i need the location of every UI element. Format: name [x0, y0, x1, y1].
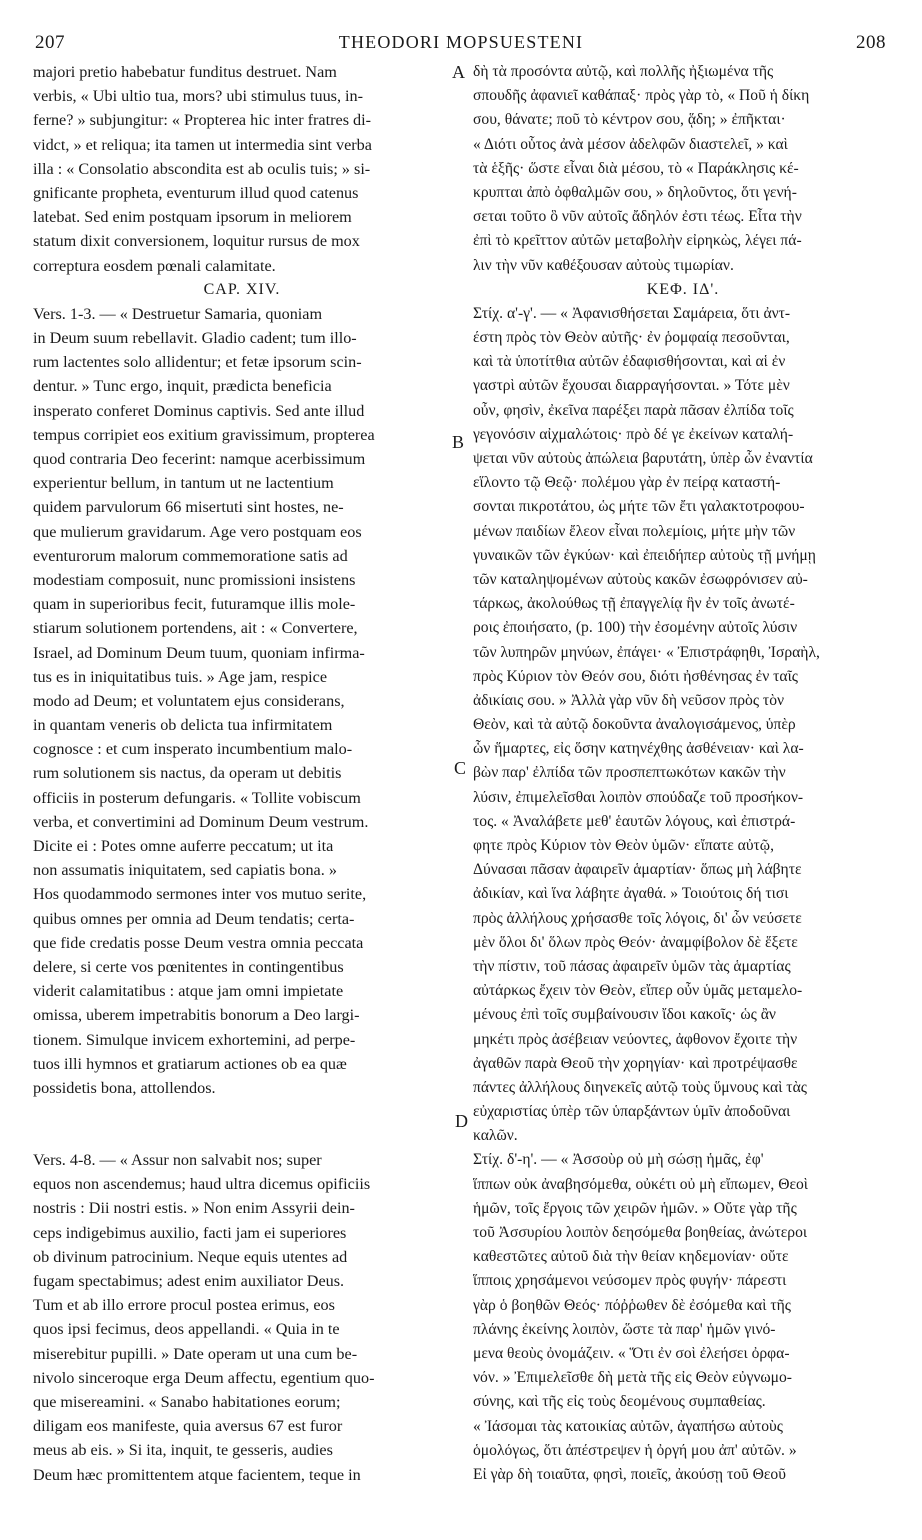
greek-text-line: Εἰ γὰρ δὴ τοιαῦτα, φησὶ, ποιεῖς, ἀκούσῃ τοῦ Θεοῦ: [473, 1465, 786, 1483]
latin-column: [33, 60, 451, 1487]
latin-text-line: equos non ascendemus; haud ultra dicemus opificiis: [33, 1175, 371, 1194]
latin-text-line: cognosce : et cum insperato incumbentium malo-: [33, 740, 353, 759]
latin-text-line: diligam eos manifeste, quia aversus 67 est furor: [33, 1417, 343, 1436]
greek-text-line: κρυπται ἀπὸ ὀφθαλμῶν σου, » δηλοῦντος, ὅτι γενή-: [473, 183, 797, 201]
latin-text-line: possidetis bona, attollendos.: [33, 1078, 216, 1097]
latin-text-line: ceps indigebimus auxilio, facti jam ei superiores: [33, 1223, 347, 1242]
latin-text-line: quod contraria Deo fecerint: namque acerbissimum: [33, 450, 366, 468]
latin-text-line: que misereamini. « Sanabo habitationes eorum;: [33, 1392, 341, 1411]
greek-stich-1-3-paragraph: [473, 302, 893, 1149]
greek-text-line: νόν. » Ἐπιμελεῖσθε δὴ μετὰ τῆς εἰς Θεὸν εὐγνωμο-: [473, 1369, 792, 1387]
greek-text-line: σπουδῆς ἀφανιεῖ καθάπαξ· πρὸς γὰρ τὸ, « Ποῦ ἡ δίκη: [473, 87, 810, 105]
greek-text-line: τῶν λυπηρῶν μηνύων, ἐπάγει· « Ἐπιστράφηθι, Ἰσραὴλ,: [473, 643, 820, 661]
greek-text-line: τὰ ἑξῆς· ὥστε εἶναι διὰ μέσου, τὸ « Παράκλησις κέ-: [473, 159, 799, 177]
greek-text-line: οὖν, φησὶν, ἐκεῖνα παρέξει παρὰ πᾶσαν ἐλπίδα τοῖς: [473, 401, 794, 419]
greek-text-line: τος. « Ἀναλάβετε μεθ' ἑαυτῶν λόγους, καὶ ἐπιστρά-: [473, 812, 796, 830]
greek-text-line: μενα θεοὺς ὀνομάζειν. « Ὅτι ἐν σοὶ ἐλεήσει ὀρφα-: [473, 1344, 790, 1362]
latin-chapter-heading: CAP. XIV.: [203, 280, 281, 298]
latin-text-line: modo ad Deum; et voluntatem ejus considerans,: [33, 691, 345, 710]
latin-text-line: quos ipsi fecimus, deos appellandi. « Quia in te: [33, 1320, 340, 1339]
latin-text-line: Vers. 4-8. — « Assur non salvabit nos; super: [33, 1151, 322, 1170]
latin-text-line: verba, et convertimini ad Dominum Deum vestrum.: [33, 812, 369, 831]
latin-text-line: latebat. Sed enim postquam ipsorum in meliorem: [33, 208, 352, 227]
greek-text-line: λύσιν, ἐπιμελεῖσθαι λοιπὸν σπούδαζε τοῦ προσήκον-: [473, 788, 804, 806]
latin-text-line: majori pretio habebatur funditus destruet. Nam: [33, 63, 337, 81]
greek-text-line: αὐτάρκως ἔχειν τὸν Θεὸν, εἴπερ οὖν ὑμᾶς μεταμελο-: [473, 982, 803, 1000]
greek-text-line: πρὸς ἀλλήλους χρήσασθε τοῖς λόγοις, δι' ὧν νεύσετε: [473, 909, 802, 927]
greek-text-line: ὁμολόγως, ὅτι ἀπέστρεψεν ἡ ὀργή μου ἀπ' αὐτῶν. »: [473, 1441, 797, 1459]
latin-text-line: delere, si certe vos pœnitentes in contingentibus: [33, 957, 344, 976]
latin-text-line: dentur. » Tunc ergo, inquit, prædicta beneficia: [33, 377, 332, 396]
latin-text-line: statum dixit conversionem, loquitur rursus de mox: [33, 232, 360, 251]
greek-text-line: καθεστῶτες αὐτοῦ διὰ τὴν θείαν κηδεμονίαν· οὔτε: [473, 1248, 789, 1266]
latin-text-line: Deum hæc promittentem atque facientem, teque in: [33, 1465, 361, 1484]
right-page-number: 208: [856, 32, 886, 53]
greek-text-line: Δύνασαι πᾶσαν ἀφαιρεῖν ἁμαρτίαν· ὅπως μὴ λάβητε: [473, 861, 802, 879]
greek-text-line: τάρκως, ἀκολούθως τῇ ἐπαγγελίᾳ ἣν ἐν τοῖς ἀνωτέ-: [473, 595, 795, 613]
margin-letter-d: D: [455, 1111, 468, 1131]
section-gap: [33, 1100, 451, 1148]
latin-text-line: gnificante propheta, eventurum illud quod catenus: [33, 183, 359, 202]
greek-text-line: σύνης, καὶ τῆς εἰς τοὺς δεομένους συμπαθείας.: [473, 1393, 766, 1411]
latin-text-line: in Deum suum rebellavit. Gladio cadent; tum illo-: [33, 329, 357, 348]
latin-text-line: quam in superioribus fecit, futuramque illis mole-: [33, 595, 356, 614]
latin-text-line: ob divinum patrocinium. Neque equis utentes ad: [33, 1247, 348, 1266]
latin-text-line: modestiam composuit, nunc promissioni insistens: [33, 570, 356, 589]
greek-text-line: γυναικῶν τῶν ἐγκύων· καὶ ἐπειδήπερ αὐτοὺς τῇ μνήμῃ: [473, 546, 816, 564]
greek-text-line: τοῦ Ἀσσυρίου λοιπὸν δεησόμεθα βοηθείας, ἀνώτεροι: [473, 1224, 808, 1241]
latin-text-line: correptura eosdem pœnali calamitate.: [33, 256, 276, 275]
latin-verse-1-3-paragraph: [33, 302, 451, 1100]
latin-text-line: stiarum solutionem portendens, ait : « Convertere,: [33, 619, 358, 638]
greek-text-line: « Διότι οὗτος ἀνὰ μέσον ἀδελφῶν διαστελεῖ, » καὶ: [473, 135, 788, 153]
latin-text-line: experientur bellum, in tantum ut ne lactentium: [33, 474, 334, 493]
greek-text-line: ἀδικίαις σου. » Ἀλλὰ γὰρ νῦν δὴ νεῦσον πρὸς τὸν: [473, 691, 785, 709]
latin-text-line: tempus corripiet eos exitium gravissimum, propterea: [33, 425, 375, 444]
greek-text-line: « Ἰάσομαι τὰς κατοικίας αὐτῶν, ἀγαπήσω αὐτοὺς: [473, 1417, 783, 1435]
running-title: THEODORI MOPSUESTENI: [338, 32, 584, 52]
greek-stich-4-8-paragraph: [473, 1148, 893, 1487]
latin-text-line: fugam spectabimus; adest enim auxiliator Deus.: [33, 1272, 345, 1290]
greek-text-line: ἡμῶν, τοῖς ἔργοις τῶν χειρῶν ἡμῶν. » Οὔτε γὰρ τῆς: [473, 1199, 797, 1217]
latin-text-line: quibus omnes per omnia ad Deum tendatis; certa-: [33, 909, 355, 928]
greek-text-line: έστη πρὸς τὸν Θεὸν αὐτῆς· ἐν ῥομφαίᾳ πεσοῦνται,: [473, 329, 790, 347]
latin-text-line: eventurorum malorum commemoratione satis ad: [33, 546, 348, 565]
latin-intro-paragraph: [33, 60, 451, 278]
greek-text-line: πλάνης ἐκείνης λοιπὸν, ὥστε τὰ παρ' ἡμῶν γινό-: [473, 1320, 776, 1338]
greek-text-line: βὼν παρ' ἐλπίδα τῶν προσπεπτωκότων κακῶν τὴν: [473, 764, 786, 782]
greek-text-line: σεται τοῦτο ὃ νῦν αὐτοῖς ἄδηλόν ἐστι τέως. Εἶτα τὴν: [473, 208, 802, 226]
greek-text-line: ἵππων οὐκ ἀναβησόμεθα, οὐκέτι οὐ μὴ εἴπωμεν, Θεοὶ: [473, 1175, 809, 1193]
margin-letter-a: A: [452, 62, 465, 82]
latin-text-line: rum solutionem sis nactus, da operam ut debitis: [33, 764, 342, 783]
greek-text-line: Στίχ. δ'-η'. — « Ἀσσοὺρ οὐ μὴ σώσῃ ἡμᾶς, ἐφ': [473, 1151, 764, 1169]
latin-text-line: miserebitur pupilli. » Date operam ut una cum be-: [33, 1344, 358, 1363]
greek-text-line: ἀδικίαν, καὶ ἵνα λάβητε ἀγαθά. » Τοιούτοις δή τισι: [473, 885, 789, 903]
latin-text-line: nivolo sinceroque erga Deum affectu, egentium quo-: [33, 1368, 375, 1387]
latin-text-line: Israel, ad Dominum Deum tuum, quoniam infirma-: [33, 643, 365, 662]
latin-text-line: non assumatis iniquitatem, sed capiatis bona. »: [33, 861, 337, 880]
greek-text-line: σου, θάνατε; ποῦ τὸ κέντρον σου, ᾅδη; » ἐπῆκται·: [473, 111, 786, 129]
latin-text-line: Tum et ab illo errore procul postea erimus, eos: [33, 1296, 335, 1315]
greek-text-line: πάντες ἀλλήλους διηνεκεῖς αὐτῷ τοὺς ὕμνους καὶ τὰς: [473, 1078, 807, 1096]
margin-letter-b: B: [452, 432, 465, 452]
greek-text-line: τὴν πίστιν, τοῦ πάσας ἀφαιρεῖν ὑμῶν τὰς ἁμαρτίας: [473, 957, 791, 975]
greek-text-line: λιν τὴν νῦν καθέξουσαν αὐτοὺς τιμωρίαν.: [473, 256, 734, 274]
greek-text-line: ροις ἐποιήσατο, (p. 100) τὴν ἐσομένην αὐτοῖς λύσιν: [473, 619, 798, 637]
latin-text-line: Dicite ei : Potes omne auferre peccatum; ut ita: [33, 837, 334, 855]
greek-text-line: ψεται νῦν αὐτοὺς ἀπώλεια βαρυτάτη, ὑπὲρ ὧν ἐναντία: [473, 450, 813, 467]
latin-text-line: ferne? » subjungitur: « Propterea hic inter fratres di-: [33, 111, 372, 130]
greek-text-line: Θεὸν, καὶ τὰ αὐτῷ δοκοῦντα ἀναλογισάμενος, ὑπὲρ: [473, 716, 796, 734]
greek-text-line: Στίχ. α'-γ'. — « Ἀφανισθήσεται Σαμάρεια, ὅτι ἀντ-: [473, 304, 791, 322]
greek-text-line: εὐχαριστίας ὑπὲρ τῶν ὑπαρξάντων ὑμῖν ἀποδοῦναι: [473, 1103, 791, 1121]
greek-text-line: γαστρὶ αὐτῶν ἔχουσαι διαρραγήσονται. » Τότε μὲν: [473, 377, 790, 395]
latin-text-line: verbis, « Ubi ultio tua, mors? ubi stimulus tuus, in-: [33, 87, 364, 106]
latin-text-line: que fide credatis posse Deum vestra omnia peccata: [33, 933, 364, 952]
greek-text-line: δὴ τὰ προσόντα αὐτῷ, καὶ πολλῆς ἠξιωμένα τῆς: [473, 63, 774, 80]
latin-text-line: que mulierum gravidarum. Age vero postquam eos: [33, 522, 362, 541]
greek-text-line: γὰρ ὁ βοηθῶν Θεός· πόῤῥωθεν δὲ ἐσόμεθα καὶ τῆς: [473, 1296, 791, 1314]
greek-text-line: μένων παιδίων ἔλεον εἶναι πολεμίοις, μήτε μὴν τῶν: [473, 522, 796, 540]
latin-text-line: viderit calamitatibus : atque jam omni impietate: [33, 982, 344, 1001]
running-header: [0, 32, 922, 58]
greek-intro-paragraph: [473, 60, 893, 278]
latin-text-line: illa : « Consolatio abscondita est ab oculis tuis; » si-: [33, 159, 371, 178]
latin-text-line: in quantam veneris ob delicta tua infirmitatem: [33, 716, 333, 735]
latin-text-line: Vers. 1-3. — « Destruetur Samaria, quoniam: [33, 304, 323, 323]
latin-text-line: tuos illi hymnos et gratiarum actiones ob ea quæ: [33, 1054, 347, 1073]
greek-chapter-heading: ΚΕΦ. ΙΔ'.: [646, 280, 720, 298]
left-page-number: 207: [35, 32, 65, 53]
latin-text-line: quidem parvulorum 66 misertuti sint hostes, ne-: [33, 498, 344, 517]
greek-text-line: ὧν ἥμαρτες, εἰς ὅσην κατηνέχθης ἀσθένειαν· καὶ λα-: [473, 740, 804, 758]
latin-text-line: officiis in posterum defungaris. « Tollite vobiscum: [33, 788, 361, 807]
latin-text-line: vidct, » et reliqua; ita tamen ut intermedia sint verba: [33, 135, 372, 154]
greek-text-line: ἐπὶ τὸ κρεῖττον αὐτῶν μεταβολὴν εἰρηκὼς, λέγει πά-: [473, 232, 802, 250]
greek-column: [473, 60, 893, 1487]
greek-text-line: μηκέτι πρὸς ἀσέβειαν νεύοντες, ἀφθονον ἔχοιτε τὴν: [473, 1030, 798, 1048]
greek-text-line: τῶν καταληψομένων αὐτοὺς κακῶν ἐσωφρόνισεν αὐ-: [473, 570, 808, 588]
greek-text-line: σονται πικροτάτου, ὡς μήτε τῶν ἔτι γαλακτοτροφου-: [473, 498, 805, 516]
latin-text-line: omissa, uberem impetrabitis bonorum a Deo largi-: [33, 1006, 360, 1025]
greek-text-line: καλῶν.: [473, 1127, 518, 1145]
latin-text-line: nostris : Dii nostri estis. » Non enim Assyrii dein-: [33, 1199, 355, 1218]
latin-text-line: Hos quodammodo sermones inter vos mutuo serite,: [33, 885, 367, 904]
greek-text-line: ἵπποις χρησάμενοι νεύσομεν πρὸς φυγήν· πάρεστι: [473, 1272, 787, 1290]
latin-text-line: rum lactentes solo allidentur; et fetæ ipsorum scin-: [33, 353, 362, 372]
latin-text-line: tionem. Simulque invicem exhortemini, ad perpe-: [33, 1030, 356, 1049]
latin-text-line: insperato conferet Dominus captivis. Sed ante illud: [33, 401, 365, 420]
greek-text-line: γεγονόσιν αἰχμαλώτοις· πρὸ δέ γε ἐκείνων καταλή-: [473, 425, 794, 443]
greek-text-line: ἀγαθῶν παρὰ Θεοῦ τὴν χορηγίαν· καὶ προτρέψασθε: [473, 1054, 798, 1072]
latin-verse-4-8-paragraph: [33, 1148, 451, 1487]
greek-text-line: εἵλοντο τῷ Θεῷ· πολέμου γὰρ ἐν πείρᾳ καταστή-: [473, 474, 781, 492]
greek-text-line: πρὸς Κύριον τὸν Θεόν σου, διότι ἠσθένησας ἐν ταῖς: [473, 667, 798, 685]
greek-text-line: μένους ἐπὶ τοῖς συμβαίνουσιν ἴδοι κακοῖς· ὡς ἂν: [473, 1006, 776, 1024]
greek-text-line: καὶ τὰ ὑποτίτθια αὐτῶν ἐδαφισθήσονται, καὶ αἱ ἐν: [473, 353, 786, 371]
latin-text-line: meus ab eis. » Si ita, inquit, te gesseris, audies: [33, 1441, 333, 1460]
greek-text-line: μὲν ὅλοι δι' ὅλων πρὸς Θεόν· ἀναμφίβολον δὲ ἕξετε: [473, 933, 798, 951]
latin-text-line: tus es in iniquitatibus tuis. » Age jam, respice: [33, 667, 328, 686]
margin-letter-c: C: [454, 758, 467, 778]
greek-text-line: φητε πρὸς Κύριον τὸν Θεὸν ὑμῶν· εἴπατε αὐτῷ,: [473, 837, 774, 854]
